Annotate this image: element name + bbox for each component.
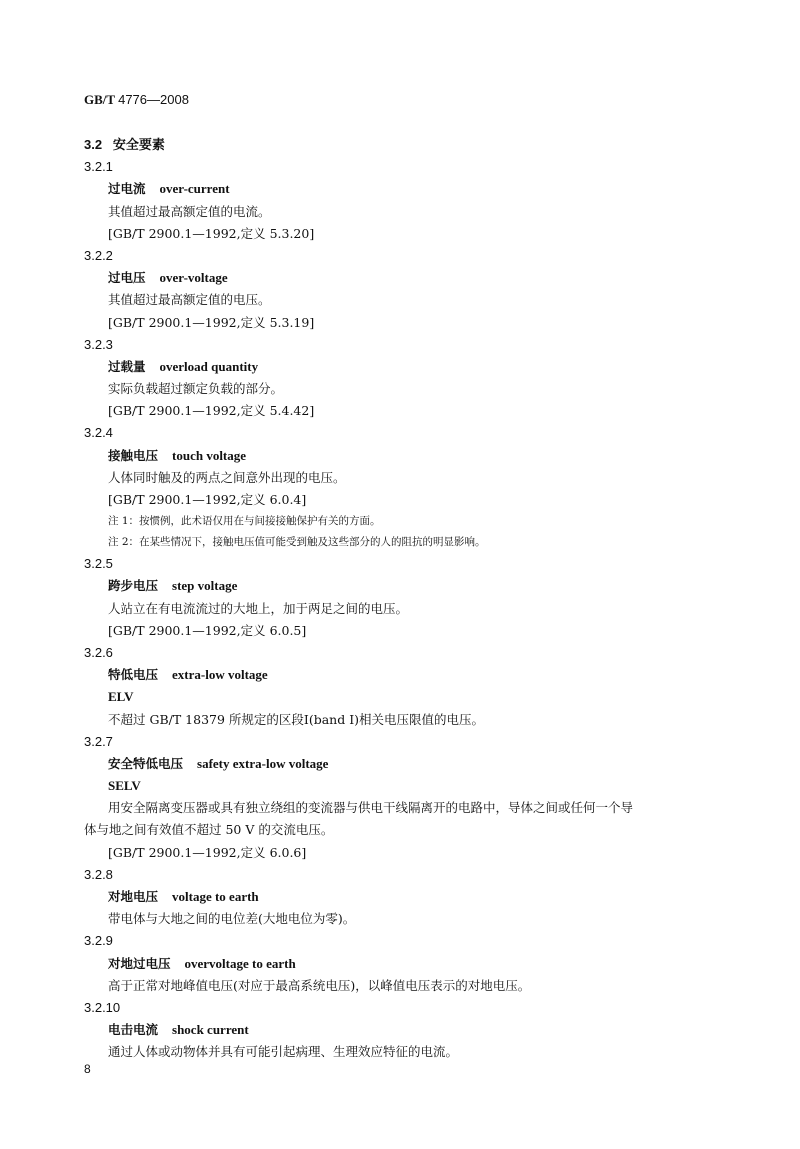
term-entry — [84, 334, 764, 423]
document-header — [84, 92, 189, 108]
definition: 其值超过最高额定值的电压。 — [108, 292, 271, 308]
term — [84, 445, 764, 467]
term-entry — [84, 642, 764, 731]
term-en: extra-low voltage — [172, 667, 268, 683]
term-entry — [84, 997, 764, 1064]
entry-number: 3.2.5 — [84, 556, 113, 572]
term — [84, 575, 764, 597]
entry-number: 3.2.10 — [84, 999, 121, 1015]
document-body — [84, 134, 764, 1064]
reference: [GB/T 2900.1—1992,定义 6.0.5] — [108, 622, 307, 638]
definition: 其值超过最高额定值的电流。 — [108, 203, 271, 219]
section-title: 安全要素 — [112, 137, 165, 152]
entry-number: 3.2.8 — [84, 866, 113, 882]
term-en: overload quantity — [159, 358, 259, 374]
definition: 通过人体或动物体并具有可能引起病理、生理效应特征的电流。 — [108, 1044, 459, 1060]
term-zh: 对地过电压 — [108, 955, 171, 971]
reference: [GB/T 2900.1—1992,定义 5.4.42] — [108, 403, 315, 419]
section-heading — [84, 134, 764, 156]
term-entry — [84, 731, 764, 864]
term-zh: 电击电流 — [108, 1022, 159, 1038]
term-en: voltage to earth — [172, 889, 259, 904]
term-zh: 过电流 — [108, 181, 146, 197]
reference: [GB/T 2900.1—1992,定义 6.0.6] — [108, 844, 307, 860]
term-zh: 过电压 — [108, 270, 146, 286]
entry-number: 3.2.3 — [84, 336, 113, 352]
term-entry — [84, 422, 764, 553]
term-zh: 跨步电压 — [108, 578, 159, 594]
term-zh: 对地电压 — [108, 889, 159, 904]
reference: [GB/T 2900.1—1992,定义 5.3.20] — [108, 225, 315, 241]
term-en: overvoltage to earth — [184, 955, 296, 971]
entry-number: 3.2.6 — [84, 644, 113, 660]
term — [84, 664, 764, 686]
term — [84, 886, 764, 908]
page-number: 8 — [84, 1062, 91, 1076]
term-zh: 接触电压 — [108, 447, 159, 463]
term-entry — [84, 156, 764, 245]
term-zh: 安全特低电压 — [108, 755, 184, 771]
term-en: over-current — [159, 181, 230, 197]
term-entry — [84, 245, 764, 334]
entry-number: 3.2.7 — [84, 733, 113, 749]
term-entry — [84, 864, 764, 931]
definition: 不超过 GB/T 18379 所规定的区段Ⅰ(band Ⅰ)相关电压限值的电压。 — [108, 711, 485, 727]
definition-line-1: 用安全隔离变压器或具有独立绕组的变流器与供电干线隔离开的电路中，导体之间或任何一个导 — [108, 800, 634, 816]
note-1: 注 1：按惯例，此术语仅用在与间接接触保护有关的方面。 — [108, 515, 381, 528]
entry-number: 3.2.2 — [84, 247, 113, 263]
term-en: over-voltage — [159, 270, 228, 286]
definition: 人体同时触及的两点之间意外出现的电压。 — [108, 469, 346, 485]
term-en: step voltage — [172, 578, 238, 594]
term-en: safety extra-low voltage — [197, 755, 329, 771]
abbreviation: ELV — [108, 689, 134, 705]
entry-number: 3.2.1 — [84, 159, 113, 175]
section-number: 3.2 — [84, 137, 103, 152]
term — [84, 1019, 764, 1041]
term-en: touch voltage — [172, 447, 247, 463]
entry-number: 3.2.4 — [84, 425, 113, 441]
standard-code: GB/T — [84, 92, 115, 107]
note-2: 注 2：在某些情况下，接触电压值可能受到触及这些部分的人的阻抗的明显影响。 — [108, 536, 486, 549]
entry-number: 3.2.9 — [84, 933, 113, 949]
term — [84, 953, 764, 975]
definition: 带电体与大地之间的电位差(大地电位为零)。 — [108, 911, 356, 927]
term — [84, 267, 764, 289]
reference: [GB/T 2900.1—1992,定义 5.3.19] — [108, 314, 315, 330]
definition: 人站立在有电流流过的大地上，加于两足之间的电压。 — [108, 600, 409, 616]
abbreviation: SELV — [108, 778, 141, 794]
standard-number: 4776—2008 — [118, 92, 189, 107]
definition: 实际负载超过额定负载的部分。 — [108, 381, 284, 397]
term — [84, 753, 764, 775]
term-en: shock current — [172, 1022, 249, 1038]
term-entry — [84, 553, 764, 642]
term-entry — [84, 930, 764, 997]
term-zh: 特低电压 — [108, 667, 159, 683]
term — [84, 178, 764, 200]
reference: [GB/T 2900.1—1992,定义 6.0.4] — [108, 492, 307, 507]
term — [84, 356, 764, 378]
definition: 高于正常对地峰值电压(对应于最高系统电压)，以峰值电压表示的对地电压。 — [108, 977, 531, 993]
definition-line-2: 体与地之间有效值不超过 50 V 的交流电压。 — [84, 822, 334, 838]
term-zh: 过载量 — [108, 358, 146, 374]
